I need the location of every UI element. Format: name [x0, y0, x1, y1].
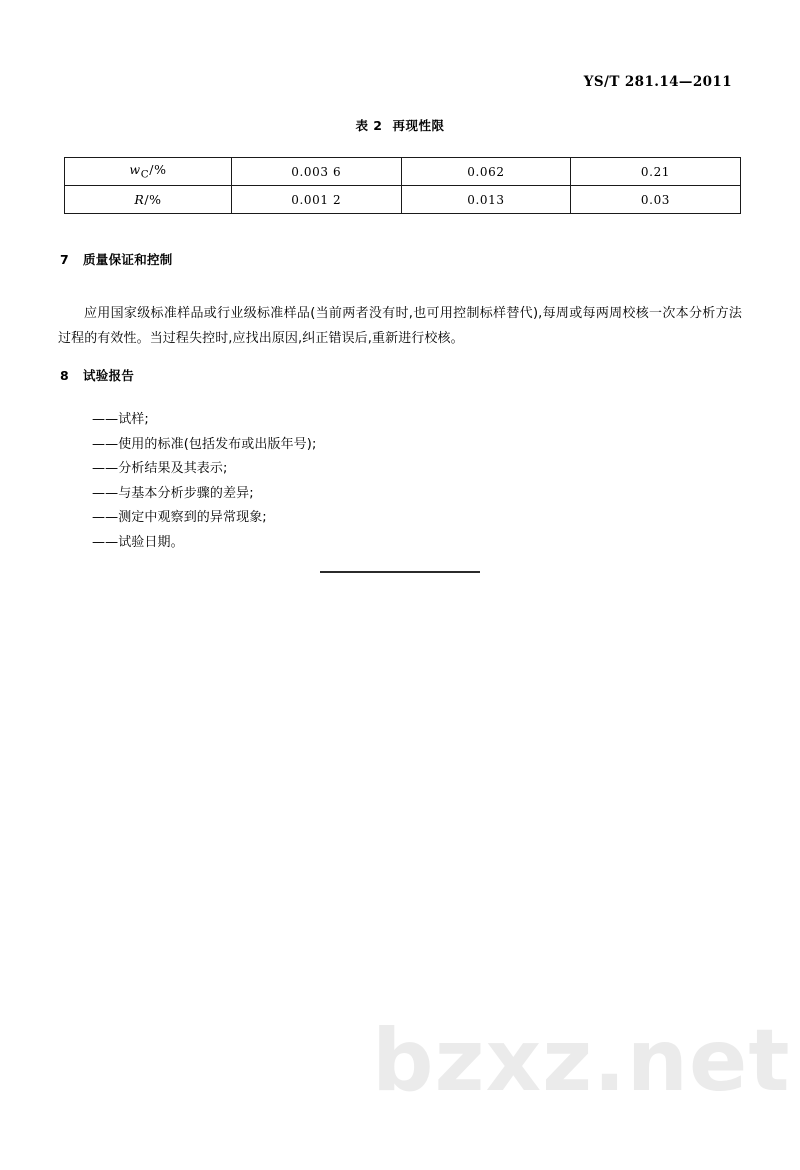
section-heading-8 [60, 366, 134, 384]
unit-percent: /% [144, 192, 162, 207]
row-label-wc [65, 158, 232, 186]
list-item: ——与基本分析步骤的差异; [92, 485, 254, 501]
section-title-8: 试验报告 [83, 368, 135, 383]
cell-wc-2: 0.062 [401, 158, 571, 186]
cell-wc-1: 0.003 6 [232, 158, 402, 186]
running-header-standard-number: YS/T 281.14—2011 [583, 74, 732, 90]
unit-percent: /% [149, 162, 167, 178]
list-item: ——试样; [92, 412, 149, 427]
reproducibility-limit-table [64, 157, 741, 214]
cell-r-1: 0.001 2 [232, 186, 402, 214]
row-label-r [65, 186, 232, 214]
list-item: ——测定中观察到的异常现象; [92, 510, 267, 525]
section-number-7: 7 [60, 252, 69, 267]
list-item: ——试验日期。 [92, 534, 184, 550]
symbol-w: w [129, 162, 141, 178]
list-item: ——分析结果及其表示; [92, 461, 228, 476]
cell-r-2: 0.013 [401, 186, 571, 214]
table-caption-number: 表 2 [355, 118, 383, 133]
cell-wc-3: 0.21 [571, 158, 741, 186]
symbol-r: R [134, 192, 145, 207]
section-number-8: 8 [60, 368, 69, 383]
subscript-c: C [140, 168, 150, 181]
site-watermark: bzxz.net [372, 1011, 791, 1111]
table-caption [0, 116, 800, 134]
section-7-paragraph: 应用国家级标准样品或行业级标准样品(当前两者没有时,也可用控制标样替代),每周或每两周校核一次本分析方法过程的有效性。当过程失控时,应找出原因,纠正错误后,重新进行校核。 [58, 306, 742, 346]
table-caption-title: 再现性限 [392, 118, 445, 133]
section-title-7: 质量保证和控制 [83, 252, 173, 267]
test-report-item-list [92, 408, 692, 555]
list-item: ——使用的标准(包括发布或出版年号); [92, 436, 317, 452]
document-end-rule [320, 571, 480, 573]
table-row [65, 158, 741, 186]
cell-r-3: 0.03 [571, 186, 741, 214]
section-heading-7 [60, 250, 173, 268]
table-row [65, 186, 741, 214]
